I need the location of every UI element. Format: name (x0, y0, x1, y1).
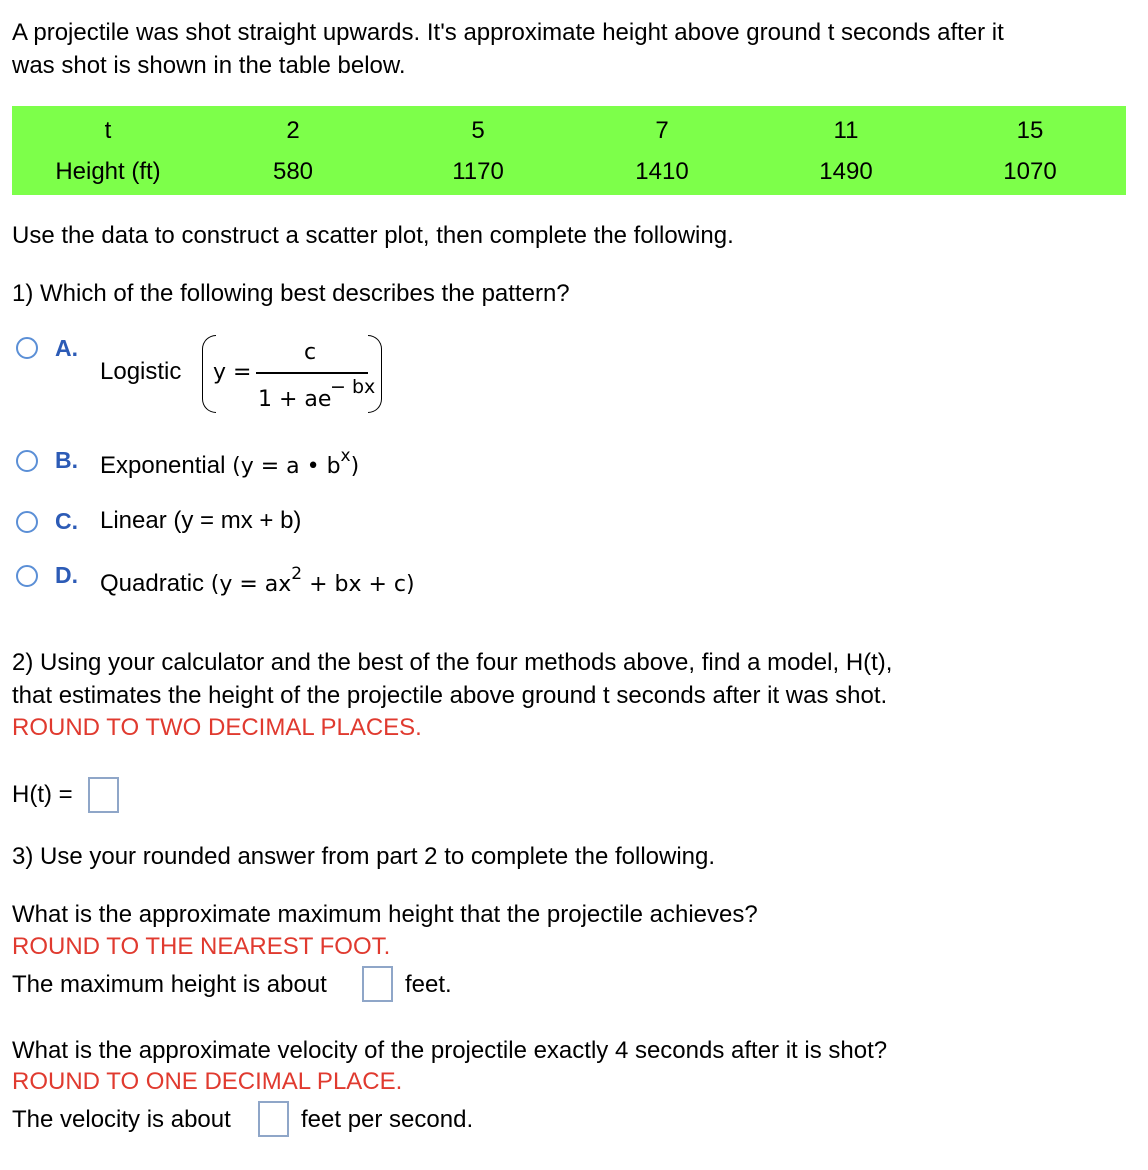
h-of-t-label: H(t) = (12, 781, 73, 808)
max-height-question: What is the approximate maximum height that the projectile achieves? (12, 901, 758, 928)
question-2-line-1: 2) Using your calculator and the best of the four methods above, find a model, H(t), (12, 649, 893, 676)
radio-option-d[interactable] (16, 565, 38, 587)
question-3-intro: 3) Use your rounded answer from part 2 to complete the following. (12, 843, 716, 870)
table-header-t: t (104, 117, 112, 144)
option-b-close: ) (350, 454, 360, 479)
velocity-prefix: The velocity is about (12, 1106, 231, 1133)
question-2-line-2: that estimates the height of the projectile above ground t seconds after it was shot. (12, 682, 888, 709)
logistic-numerator: c (304, 340, 317, 365)
radio-option-c[interactable] (16, 511, 38, 533)
option-b-letter: B. (55, 447, 78, 473)
option-c-letter: C. (55, 508, 78, 534)
table-cell: 1410 (635, 158, 689, 185)
option-a-letter: A. (55, 335, 78, 361)
option-d-letter: D. (55, 562, 78, 588)
velocity-question: What is the approximate velocity of the projectile exactly 4 seconds after it is shot? (12, 1037, 888, 1064)
option-d-exponent: 2 (291, 564, 303, 584)
velocity-suffix: feet per second. (301, 1106, 474, 1133)
question-2-rounding: ROUND TO TWO DECIMAL PLACES. (12, 714, 422, 741)
table-cell: 15 (1016, 117, 1044, 144)
logistic-lhs: y = (213, 360, 252, 385)
h-of-t-input[interactable] (88, 777, 119, 813)
table-header-height: Height (ft) (55, 158, 161, 185)
intro-line-1: A projectile was shot straight upwards. It's approximate height above ground t seconds after it (12, 19, 1004, 46)
option-b-text (100, 446, 360, 480)
option-d-name: Quadratic (100, 570, 205, 597)
question-1: 1) Which of the following best describes the pattern? (12, 280, 570, 307)
data-table (12, 106, 1126, 195)
max-height-input[interactable] (362, 966, 393, 1002)
table-cell: 1490 (819, 158, 873, 185)
intro-line-2: was shot is shown in the table below. (12, 52, 406, 79)
option-b-exponent: x (340, 446, 351, 466)
option-a-name: Logistic (100, 358, 182, 385)
option-d-text (100, 564, 415, 598)
option-d-close: + bx + c) (302, 572, 415, 597)
table-cell: 1170 (452, 158, 504, 185)
radio-option-a[interactable] (16, 337, 38, 359)
table-cell: 580 (272, 158, 314, 185)
max-height-prefix: The maximum height is about (12, 971, 327, 998)
velocity-rounding: ROUND TO ONE DECIMAL PLACE. (12, 1068, 403, 1095)
option-c-text: Linear (y = mx + b) (100, 507, 302, 534)
max-height-rounding: ROUND TO THE NEAREST FOOT. (12, 933, 391, 960)
velocity-input[interactable] (258, 1101, 289, 1137)
instruction-text: Use the data to construct a scatter plot, then complete the following. (12, 222, 734, 249)
table-cell: 11 (833, 117, 859, 144)
problem-intro (12, 16, 1122, 82)
max-height-suffix: feet. (405, 971, 452, 998)
table-cell: 1070 (1003, 158, 1057, 185)
radio-option-b[interactable] (16, 450, 38, 472)
fraction-bar (256, 372, 368, 374)
option-b-name: Exponential (100, 452, 226, 479)
logistic-exponent: − bx (330, 376, 376, 398)
option-b-formula: (y = a • b (232, 454, 341, 479)
logistic-denominator: 1 + ae (258, 387, 332, 412)
right-paren (368, 335, 382, 413)
option-d-formula: (y = ax (210, 572, 292, 597)
table-cell: 7 (655, 117, 669, 144)
table-cell: 5 (471, 117, 485, 144)
table-cell: 2 (286, 117, 300, 144)
